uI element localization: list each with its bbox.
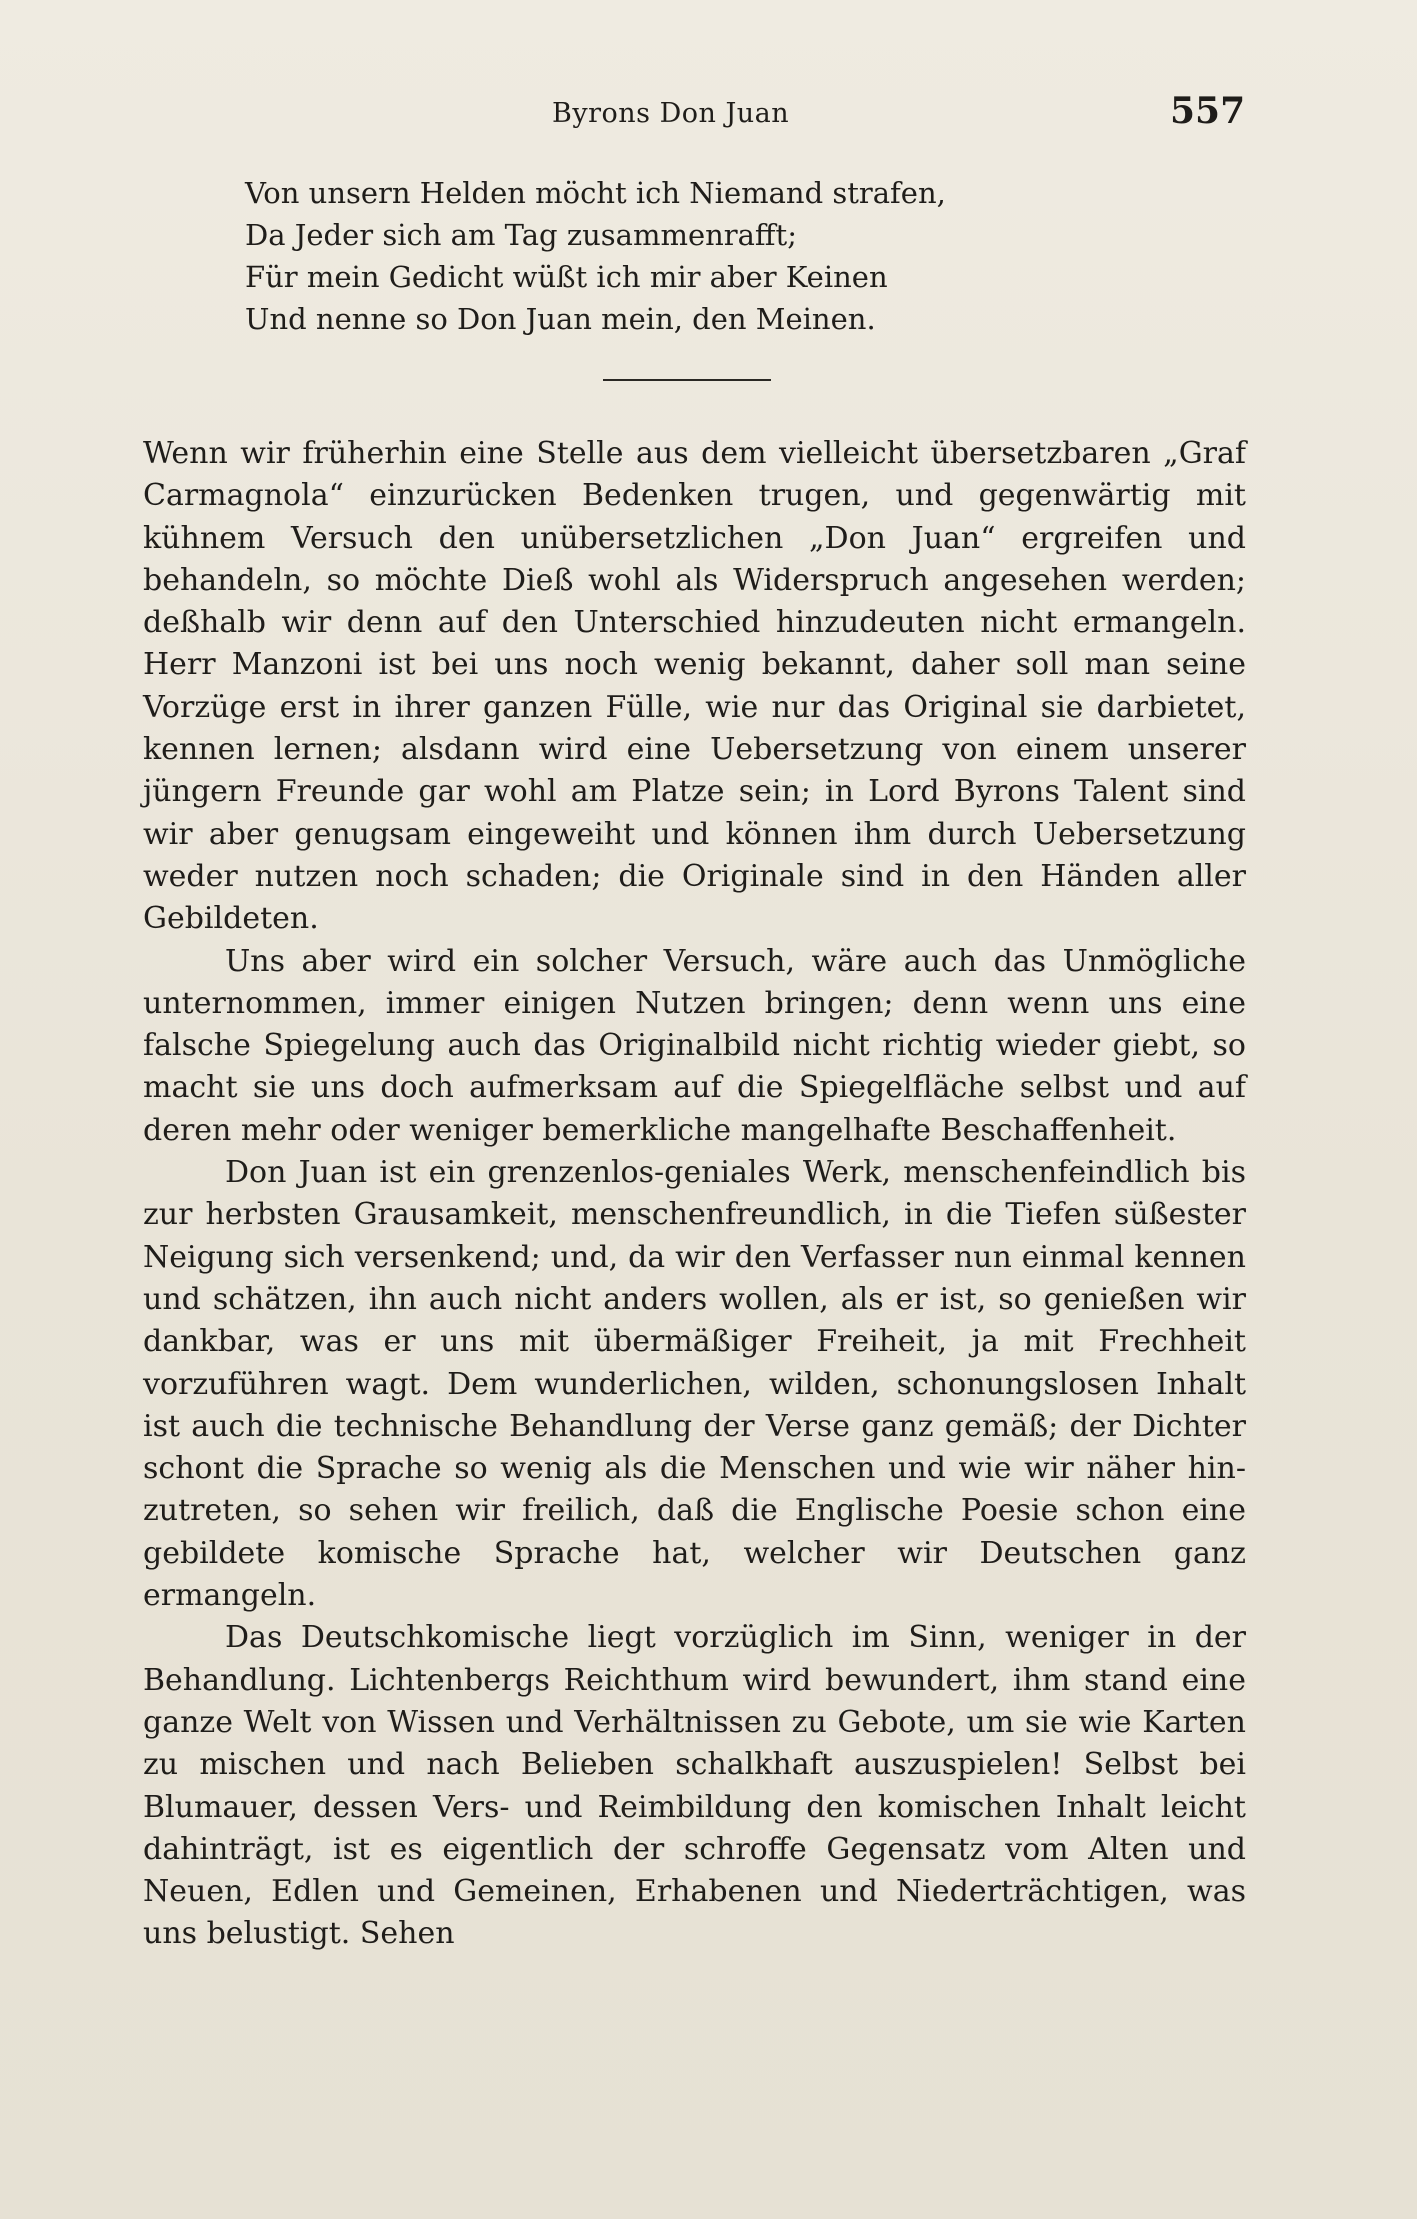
body-text bbox=[143, 433, 1246, 1956]
section-divider bbox=[603, 379, 771, 381]
paragraph: Wenn wir früherhin eine Stelle aus dem vielleicht übersetzbaren „Graf Carmagnola“ einzurücken Bedenken trugen, und gegenwärtig mit kühnem Versuch den unübersetzlichen „Don Juan“ ergreifen und behandeln, so möchte Dieß wohl als Widerspruch angesehen werden; deßhalb wir denn auf den Unterschied hinzudeuten nicht ermangeln. Herr Manzoni ist bei uns noch wenig bekannt, daher soll man seine Vorzüge erst in ihrer ganzen Fülle, wie nur das Original sie darbietet, kennen lernen; alsdann wird eine Uebersetzung von einem unserer jüngern Freunde gar wohl am Platze sein; in Lord Byrons Talent sind wir aber genugsam eingeweiht und können ihm durch Uebersetzung weder nutzen noch schaden; die Originale sind in den Händen aller Gebildeten. bbox=[143, 436, 1246, 937]
running-head bbox=[0, 90, 1417, 140]
verse-line: Für mein Gedicht wüßt ich mir aber Keinen bbox=[245, 260, 888, 294]
verse-line: Und nenne so Don Juan mein, den Meinen. bbox=[245, 302, 876, 336]
paragraph: Don Juan ist ein grenzenlos-geniales Werk, menschenfeindlich bis zur herbsten Grausamkeit, menschenfreundlich, in die Tiefen süßester Neigung sich versenkend; und, da wir den Verfasser nun einmal kennen und schätzen, ihn auch nicht anders wollen, als er ist, so genießen wir dankbar, was er uns mit übermäßiger Freiheit, ja mit Frechheit vorzuführen wagt. Dem wunderlichen, wilden, schonungslosen Inhalt ist auch die technische Behandlung der Verse ganz gemäß; der Dichter schont die Sprache so wenig als die Menschen und wie wir näher hinzutreten, so sehen wir freilich, daß die Englische Poesie schon eine gebildete komische Sprache hat, welcher wir Deutschen ganz ermangeln. bbox=[143, 1155, 1246, 1614]
verse-line: Von unsern Helden möcht ich Niemand strafen, bbox=[245, 176, 946, 210]
paragraph: Das Deutschkomische liegt vorzüglich im Sinn, weniger in der Behandlung. Lichtenbergs Reichthum wird bewundert, ihm stand eine ganze Welt von Wissen und Verhältnissen zu Gebote, um sie wie Karten zu mischen und nach Belieben schalkhaft auszuspielen! Selbst bei Blumauer, dessen Vers- und Reimbildung den komischen Inhalt leicht dahinträgt, ist es eigentlich der schroffe Gegensatz vom Alten und Neuen, Edlen und Gemeinen, Erhabenen und Niederträchtigen, was uns belustigt. Sehen bbox=[143, 1620, 1246, 1952]
verse-line: Da Jeder sich am Tag zusammenrafft; bbox=[245, 218, 797, 252]
verse-stanza bbox=[245, 172, 1145, 340]
page-number: 557 bbox=[1170, 90, 1246, 132]
paragraph: Uns aber wird ein solcher Versuch, wäre auch das Unmögliche unternommen, immer einigen Nutzen bringen; denn wenn uns eine falsche Spiegelung auch das Originalbild nicht richtig wieder giebt, so macht sie uns doch aufmerksam auf die Spiegelfläche selbst und auf deren mehr oder weniger bemerkliche mangelhafte Beschaffenheit. bbox=[143, 943, 1246, 1148]
header-title: Byrons Don Juan bbox=[552, 98, 790, 129]
